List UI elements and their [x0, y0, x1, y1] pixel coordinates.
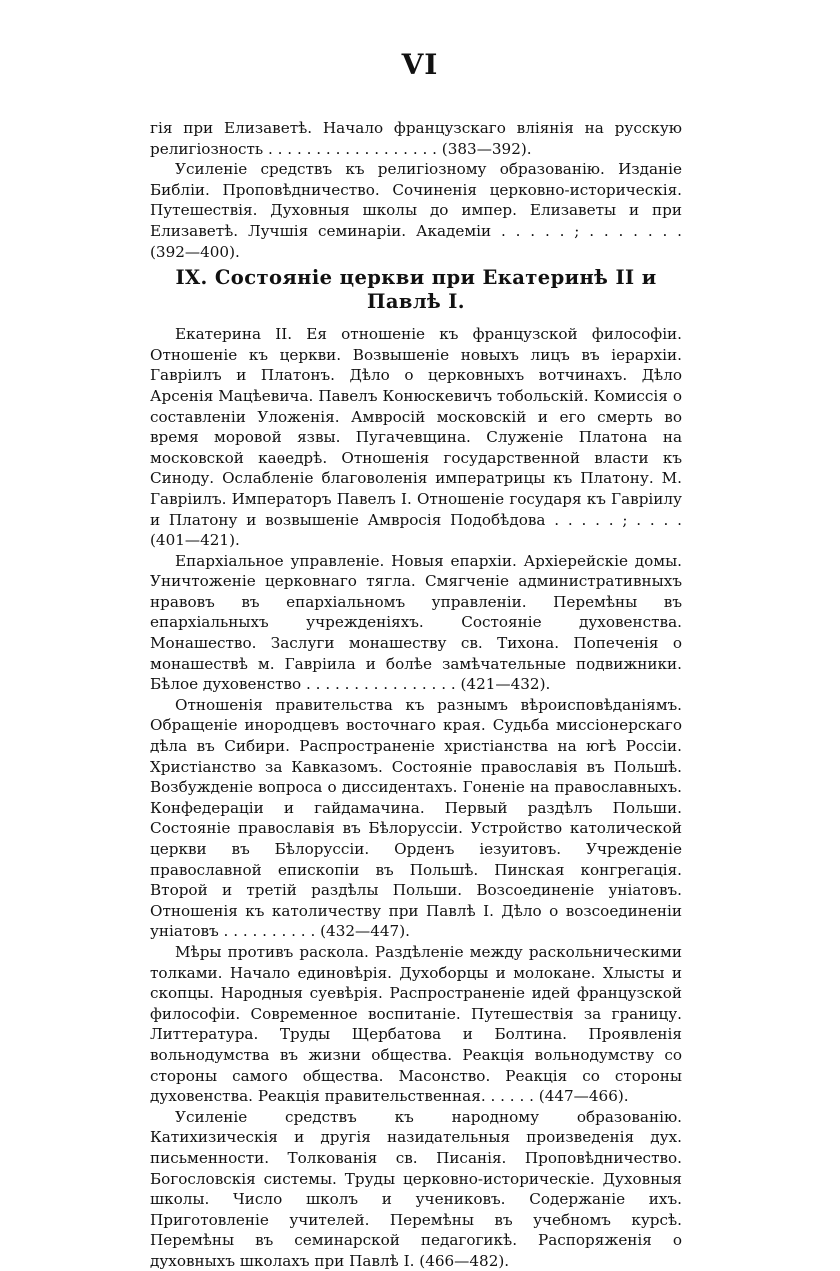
toc-entry-text: гія при Елизаветѣ. Начало французскаго вліянія на русскую религіозность . . . . . . . . . . . . . . . . . . — [150, 119, 682, 158]
toc-entry — [150, 324, 682, 551]
toc-page-range: (447—466). — [538, 1087, 629, 1106]
toc-page-range: (392—400). — [150, 242, 240, 261]
page-number: VI — [401, 48, 439, 81]
toc-page-range: (401—421). — [150, 531, 240, 550]
toc-page-range: (383—392). — [441, 139, 532, 158]
toc-entry — [150, 551, 682, 695]
toc-entry-text: Усиленіе средствъ къ народному образованію. Катихизическія и другія назидательныя произведенія дух. письменности. Толкованія св. Писанія. Проповѣдничество. Богословскія системы. Труды церковно-историческіе. Духовныя школы. Число школъ и учениковъ. Содержаніе ихъ. Приготовленіе учителей. Перемѣны въ учебномъ курсѣ. Перемѣны въ семинарской педагогикѣ. Распоряженія о духовныхъ школахъ при Павлѣ I. — [150, 1107, 682, 1270]
toc-entry — [150, 1107, 682, 1271]
toc-entry — [150, 118, 682, 159]
toc-entry-text: Усиленіе средствъ къ религіозному образованію. Изданіе Библіи. Проповѣдничество. Сочиненія церковно-историческія. Путешествія. Духовныя школы до импер. Елизаветы и при Елизаветѣ. Лучшія семинаріи. Академіи . . . . . ; . . . . . . . — [150, 160, 682, 240]
toc-entry-text: Екатерина II. Ея отношеніе къ французской философіи. Отношеніе къ церкви. Возвышеніе новыхъ лицъ въ іерархіи. Гавріилъ и Платонъ. Дѣло о церковныхъ вотчинахъ. Дѣло Арсенія Мацѣевича. Павелъ Конюскевичъ тобольскій. Комиссія о составленіи Уложенія. Амвросій московскій и его смерть во время моровой язвы. Пугачевщина. Служеніе Платона на московской каѳедрѣ. Отношенія государственной власти къ Синоду. Ослабленіе благоволенія императрицы къ Платону. М. Гавріилъ. Императоръ Павелъ I. Отношеніе государя къ Гавріилу и Платону и возвышеніе Амвросія Подобѣдова . . . . . ; . . . . — [150, 325, 682, 529]
toc-entry-text: Мѣры противъ раскола. Раздѣленіе между раскольническими толками. Начало единовѣрія. Духоборцы и молокане. Хлысты и скопцы. Народныя суевѣрія. Распространеніе идей французской философіи. Современное воспитаніе. Путешествія за границу. Литтература. Труды Щербатова и Болтина. Проявленія вольнодумства въ жизни общества. Реакція вольнодумству со стороны самого общества. Масонство. Реакція со стороны духовенства. Реакція правительственная. . . . . . — [150, 942, 682, 1106]
toc-entry-text: Отношенія правительства къ разнымъ вѣроисповѣданіямъ. Обращеніе инородцевъ восточнаго края. Судьба миссіонерскаго дѣла въ Сибири. Распространеніе христіанства на югѣ Россіи. Христіанство за Кавказомъ. Состояніе православія въ Польшѣ. Возбужденіе вопроса о диссидентахъ. Гоненіе на православныхъ. Конфедераціи и гайдамачина. Первый раздѣлъ Польши. Состояніе православія въ Бѣлоруссіи. Устройство католической церкви въ Бѣлоруссіи. Орденъ іезуитовъ. Учрежденіе православной епископіи въ Польшѣ. Пинская конгрегація. Второй и третій раздѣлы Польши. Возсоединеніе уніатовъ. Отношенія къ католичеству при Павлѣ I. Дѣло о возсоединеніи уніатовъ . . . . . . . . . . — [150, 695, 682, 941]
toc-page-range: (421—432). — [460, 675, 551, 694]
table-of-contents — [150, 118, 682, 1271]
toc-page-range: (432—447). — [320, 922, 410, 941]
toc-entry — [150, 159, 682, 262]
toc-page-range: (466—482). — [419, 1251, 510, 1270]
toc-entry-text: Епархіальное управленіе. Новыя епархіи. Архіерейскіе домы. Уничтоженіе церковнаго тягла. Смягченіе административныхъ нравовъ въ епархіальномъ управленіи. Перемѣны въ епархіальныхъ учрежденіяхъ. Состояніе духовенства. Монашество. Заслуги монашеству св. Тихона. Попеченія о монашествѣ м. Гавріила и болѣе замѣчательные подвижники. Бѣлое духовенство . . . . . . . . . . . . . . . . — [150, 551, 682, 694]
section-title: IX. Состояніе церкви при Екатеринѣ II и Павлѣ I. — [175, 266, 657, 314]
toc-entry — [150, 942, 682, 1107]
toc-entry — [150, 695, 682, 942]
